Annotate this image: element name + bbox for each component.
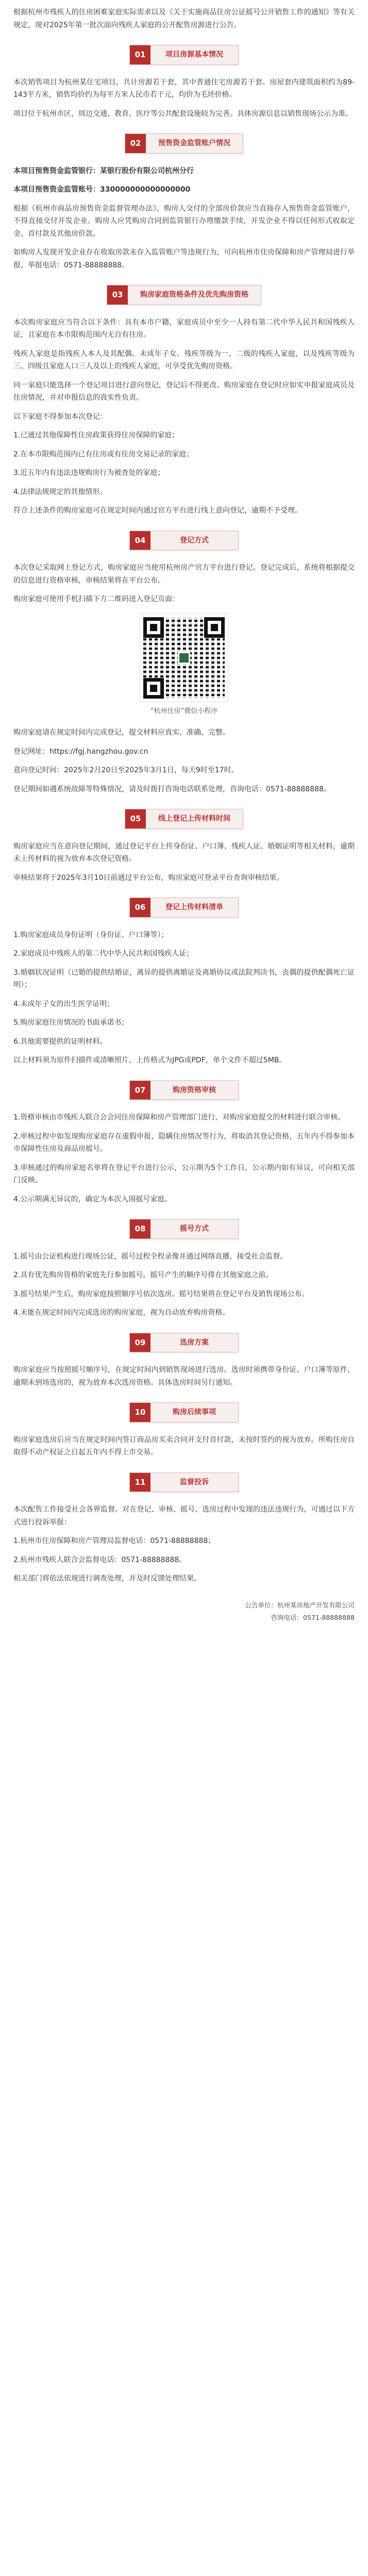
section-10-paragraph: 购房家庭选房后应当在规定时间内签订商品房买卖合同并支付首付款，未按时签约的视为放弃。所购住房自取得不动产权证之日起五年内不得上市交易。 [13, 1435, 355, 1457]
section-title: 购房后续事项 [150, 1403, 238, 1422]
contact-phone: 咨询电话：0571-88888888 [271, 1613, 355, 1621]
section-11-paragraph: 1.杭州市住房保障和房产管理局监督电话：0571-88888888； [13, 1537, 215, 1546]
section-number: 06 [130, 898, 150, 917]
announcement-footer [13, 1600, 355, 1623]
section-title: 购房资格审核 [150, 1081, 238, 1100]
section-7-paragraph: 2.审核过程中如发现购房家庭存在虚假申报、隐瞒住房情况等行为，将取消其登记资格，五年内不得参加本市保障性住房及商品房摇号。 [13, 1132, 355, 1154]
section-11-paragraph: 相关部门将依法依规进行调查处理，并及时反馈处理结果。 [13, 1574, 201, 1583]
section-number: 04 [130, 531, 150, 550]
section-3-header [13, 285, 355, 305]
section-8-paragraph: 2.具有优先购房资格的家庭先行参加摇号，摇号产生的顺序号排在其他家庭之前。 [13, 1271, 273, 1280]
section-number: 03 [107, 285, 128, 304]
section-4-paragraph: 本次登记采取网上登记方式，购房家庭应当使用杭州房产官方平台进行登记。登记完成后，系统将根据提交的信息进行资格审核，审核结果将在平台公布。 [13, 564, 355, 585]
section-4-paragraph: 购房家庭可使用手机扫描下方二维码进入登记页面： [13, 595, 179, 603]
section-8-paragraph: 3.摇号结果产生后，购房家庭按照顺序号依次选房。摇号结果将在登记平台及销售现场公布。 [13, 1290, 309, 1298]
section-3-paragraph: 残疾人家庭是指残疾人本人及其配偶、未成年子女。残疾等级为一、二级的残疾人家庭，以及残疾等级为三、四级且家庭人口三人及以上的残疾人家庭，可享受优先购房资格。 [13, 349, 355, 370]
section-8-header [13, 1219, 355, 1239]
section-title: 摇号方式 [150, 1219, 238, 1239]
section-11-paragraph: 2.杭州市残疾人联合会监督电话：0571-88888888。 [13, 1555, 187, 1564]
section-number: 11 [130, 1473, 150, 1492]
escrow-account: 本项目预售资金监管账号：330000000000000000 [13, 185, 191, 194]
section-11-header [13, 1472, 355, 1493]
section-3-list-item: 1.已通过其他保障性住房政策获得住房保障的家庭； [13, 431, 179, 439]
material-item: 3.婚姻状况证明（已婚的提供结婚证，离异的提供离婚证及离婚协议或法院判决书，丧偶的提供配偶死亡证明）； [13, 968, 355, 990]
section-number: 09 [130, 1333, 150, 1352]
section-7-paragraph: 3.审核通过的购房家庭名单将在登记平台进行公示，公示期为5个工作日，公示期内如有异议，可向相关部门反映。 [13, 1163, 355, 1185]
section-4-header [13, 531, 355, 551]
section-title: 预售资金监管账户情况 [146, 134, 243, 153]
material-item: 4.未成年子女的出生医学证明； [13, 999, 114, 1008]
section-6-header [13, 897, 355, 918]
section-title: 选房方案 [150, 1333, 238, 1352]
section-number: 07 [130, 1081, 150, 1100]
registration-url[interactable]: 登记网址：https://fgj.hangzhou.gov.cn [13, 747, 148, 756]
section-2-paragraph: 根据《杭州市商品房预售资金监督管理办法》，购房人交付的全部房价款应当直接存入预售资金监管账户，不得直接交付开发企业。购房人应凭购房合同到监管银行办理缴款手续，开发企业不得以任何形式收取定金、首付款及其他房价款。 [13, 204, 355, 238]
section-11-paragraph: 本次配售工作接受社会各界监督。对在登记、审核、摇号、选房过程中发现的违法违规行为，可通过以下方式进行投诉举报： [13, 1505, 355, 1527]
section-3-paragraph: 以下家庭不得参加本次登记： [13, 412, 107, 421]
section-title: 项目房源基本情况 [150, 45, 238, 64]
section-10-header [13, 1402, 355, 1422]
section-8-paragraph: 4.未能在规定时间内完成选房的购房家庭，视为自动放弃购房资格。 [13, 1309, 230, 1317]
material-item: 6.其他需要提供的证明材料。 [13, 1037, 107, 1046]
section-9-paragraph: 购房家庭应当按照摇号顺序号，在规定时间内到销售现场进行选房。选房时须携带身份证、户口簿等原件，逾期未到场选房的，视为放弃本次选房资格。具体选房时间另行通知。 [13, 1366, 355, 1387]
section-number: 01 [130, 45, 150, 64]
section-8-paragraph: 1.摇号由公证机构进行现场公证，摇号过程全程录像并通过网络直播，接受社会监督。 [13, 1252, 288, 1261]
app-logo-icon [178, 652, 190, 664]
section-title: 线上登记上传材料时间 [146, 809, 243, 828]
section-7-header [13, 1080, 355, 1100]
section-number: 10 [130, 1403, 150, 1422]
section-number: 05 [125, 809, 146, 828]
section-4-paragraph: 购房家庭请在规定时间内完成登记，提交材料应真实、准确、完整。 [13, 728, 230, 737]
intro-paragraph: 根据杭州市残疾人的住房困难家庭实际需求以及《关于实施商品住房公证摇号公开销售工作的通知》等有关规定，现对2025年第一批次面向残疾人家庭的公开配售房源进行公告。 [13, 8, 355, 29]
section-7-paragraph: 1.资格审核由市残疾人联合会会同住房保障和房产管理部门进行，对购房家庭提交的材料进行联合审核。 [13, 1113, 345, 1122]
section-title: 购房家庭资格条件及优先购房资格 [128, 285, 261, 304]
section-5-paragraph: 审核结果将于2025年3月10日前通过平台公布，购房家庭可登录平台查询审核结果。 [13, 873, 284, 882]
section-3-list-item: 3.近五年内有违法违规购房行为被查处的家庭； [13, 469, 165, 477]
material-note: 以上材料须为原件扫描件或清晰照片，上传格式为JPG或PDF，单个文件不超过5MB。 [13, 1056, 287, 1065]
section-number: 02 [125, 134, 146, 153]
material-item: 2.家庭成员中残疾人的第二代中华人民共和国残疾人证； [13, 950, 194, 958]
section-3-list-item: 4.法律法规规定的其他情形。 [13, 487, 107, 496]
section-3-list-item: 2.在本市限购范围内已有住房或有住房交易记录的家庭； [13, 450, 194, 459]
section-1-header [13, 45, 355, 65]
material-item: 5.购房家庭住房情况的书面承诺书； [13, 1019, 129, 1027]
publisher: 公告单位：杭州某房地产开发有限公司 [245, 1601, 355, 1609]
section-3-paragraph: 符合上述条件的购房家庭可在规定时间内通过官方平台进行线上意向登记，逾期不予受理。 [13, 506, 302, 515]
material-item: 1.购房家庭成员身份证明（身份证、户口簿等）； [13, 930, 169, 939]
qr-code-icon[interactable] [140, 614, 228, 702]
section-4-paragraph: 登记期间如遇系统故障等特殊情况，请及时拨打咨询电话联系处理，咨询电话：0571-88888888。 [13, 785, 331, 793]
escrow-bank: 本项目预售资金监管银行：某银行股份有限公司杭州分行 [13, 166, 194, 175]
section-3-paragraph: 本次购房家庭应当符合以下条件：具有本市户籍，家庭成员中至少一人持有第二代中华人民共和国残疾人证，且家庭在本市限购范围内无自有住房。 [13, 318, 355, 339]
section-1-paragraph: 本次销售项目为杭州某住宅项目，共计房源若干套，其中普通住宅房源若干套。房屋套内建筑面积约为89-143平方米，销售均价约为每平方米人民币若干元，均价为毛坯价格。 [13, 78, 355, 99]
section-3-paragraph: 同一家庭只能选择一个登记项目进行意向登记，登记后不得更改。购房家庭在登记时应如实申报家庭成员及住房情况，并对申报信息的真实性负责。 [13, 381, 355, 402]
section-number: 08 [130, 1219, 150, 1239]
section-title: 监督投诉 [150, 1473, 238, 1492]
section-1-paragraph: 项目位于杭州市区，周边交通、教育、医疗等公共配套设施较为完善。具体房源信息以销售现场公示为准。 [13, 109, 353, 118]
section-9-header [13, 1333, 355, 1353]
registration-time: 意向登记时间：2025年2月20日至2025年3月1日，每天9时至17时。 [13, 766, 239, 775]
section-title: 登记方式 [150, 531, 238, 550]
section-title: 登记上传材料清单 [150, 898, 238, 917]
qr-code-block [13, 614, 355, 718]
section-2-header [13, 133, 355, 154]
section-5-paragraph: 购房家庭应当在意向登记期间，通过登记平台上传身份证、户口簿、残疾人证、婚姻证明等相关材料，逾期未上传材料的视为放弃本次登记资格。 [13, 842, 355, 863]
section-5-header [13, 809, 355, 829]
qr-caption: “杭州住房”微信小程序 [150, 707, 218, 715]
section-7-paragraph: 4.公示期满无异议的，确定为本次入围摇号家庭。 [13, 1195, 172, 1204]
section-2-paragraph: 如购房人发现开发企业存在收取房款未存入监管账户等违规行为，可向杭州市住房保障和房产管理局进行举报，举报电话：0571-88888888。 [13, 248, 355, 269]
